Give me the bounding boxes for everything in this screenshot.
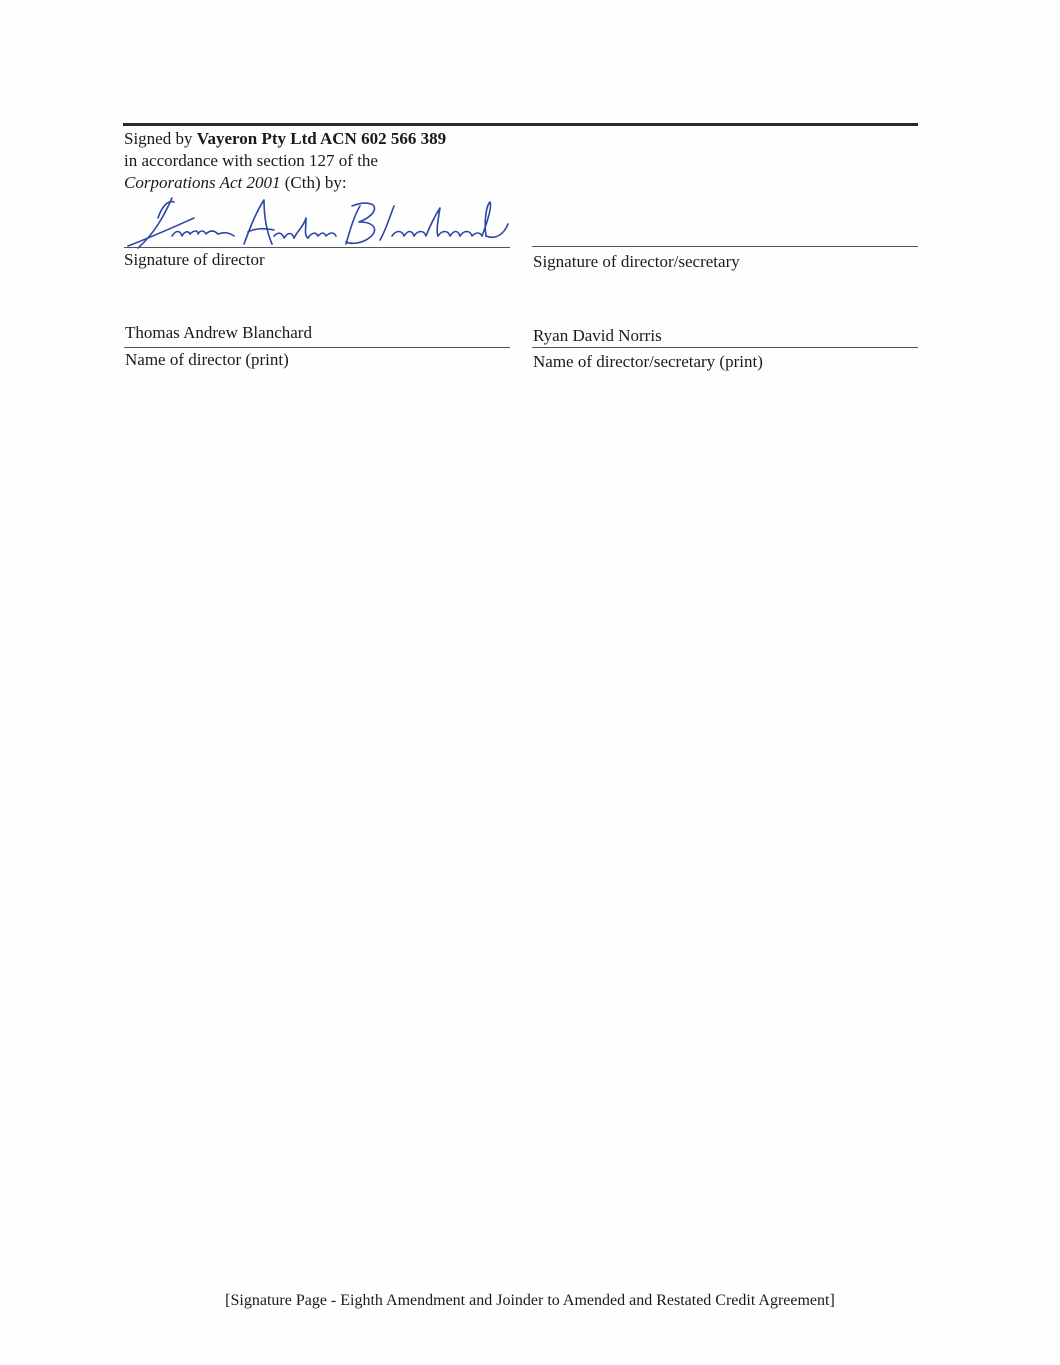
director-name: Thomas Andrew Blanchard (125, 323, 312, 342)
secretary-name: Ryan David Norris (533, 326, 662, 345)
execution-line-1 (124, 128, 524, 150)
company-name: Vayeron Pty Ltd ACN 602 566 389 (196, 129, 447, 148)
signed-by-text: Signed by (124, 129, 197, 148)
execution-line-3 (124, 172, 524, 194)
footer-text: [Signature Page - Eighth Amendment and Joinder to Amended and Restated Credit Agreement] (225, 1292, 835, 1309)
director-signature-caption: Signature of director (124, 250, 265, 269)
director-name-line (124, 347, 510, 348)
act-suffix: (Cth) by: (280, 173, 347, 192)
secretary-signature-caption: Signature of director/secretary (533, 252, 740, 271)
page-footer (0, 1291, 1060, 1311)
secretary-signature-line (532, 246, 918, 247)
secretary-name-line (532, 347, 918, 348)
director-signature (124, 196, 510, 248)
secretary-name-caption: Name of director/secretary (print) (533, 352, 763, 371)
execution-line-2: in accordance with section 127 of the (124, 151, 378, 170)
handwritten-signature (124, 196, 510, 252)
director-name-caption: Name of director (print) (125, 350, 289, 369)
act-name: Corporations Act 2001 (124, 173, 281, 192)
top-rule (123, 123, 918, 126)
execution-clause (124, 128, 524, 194)
director-signature-line (124, 247, 510, 248)
